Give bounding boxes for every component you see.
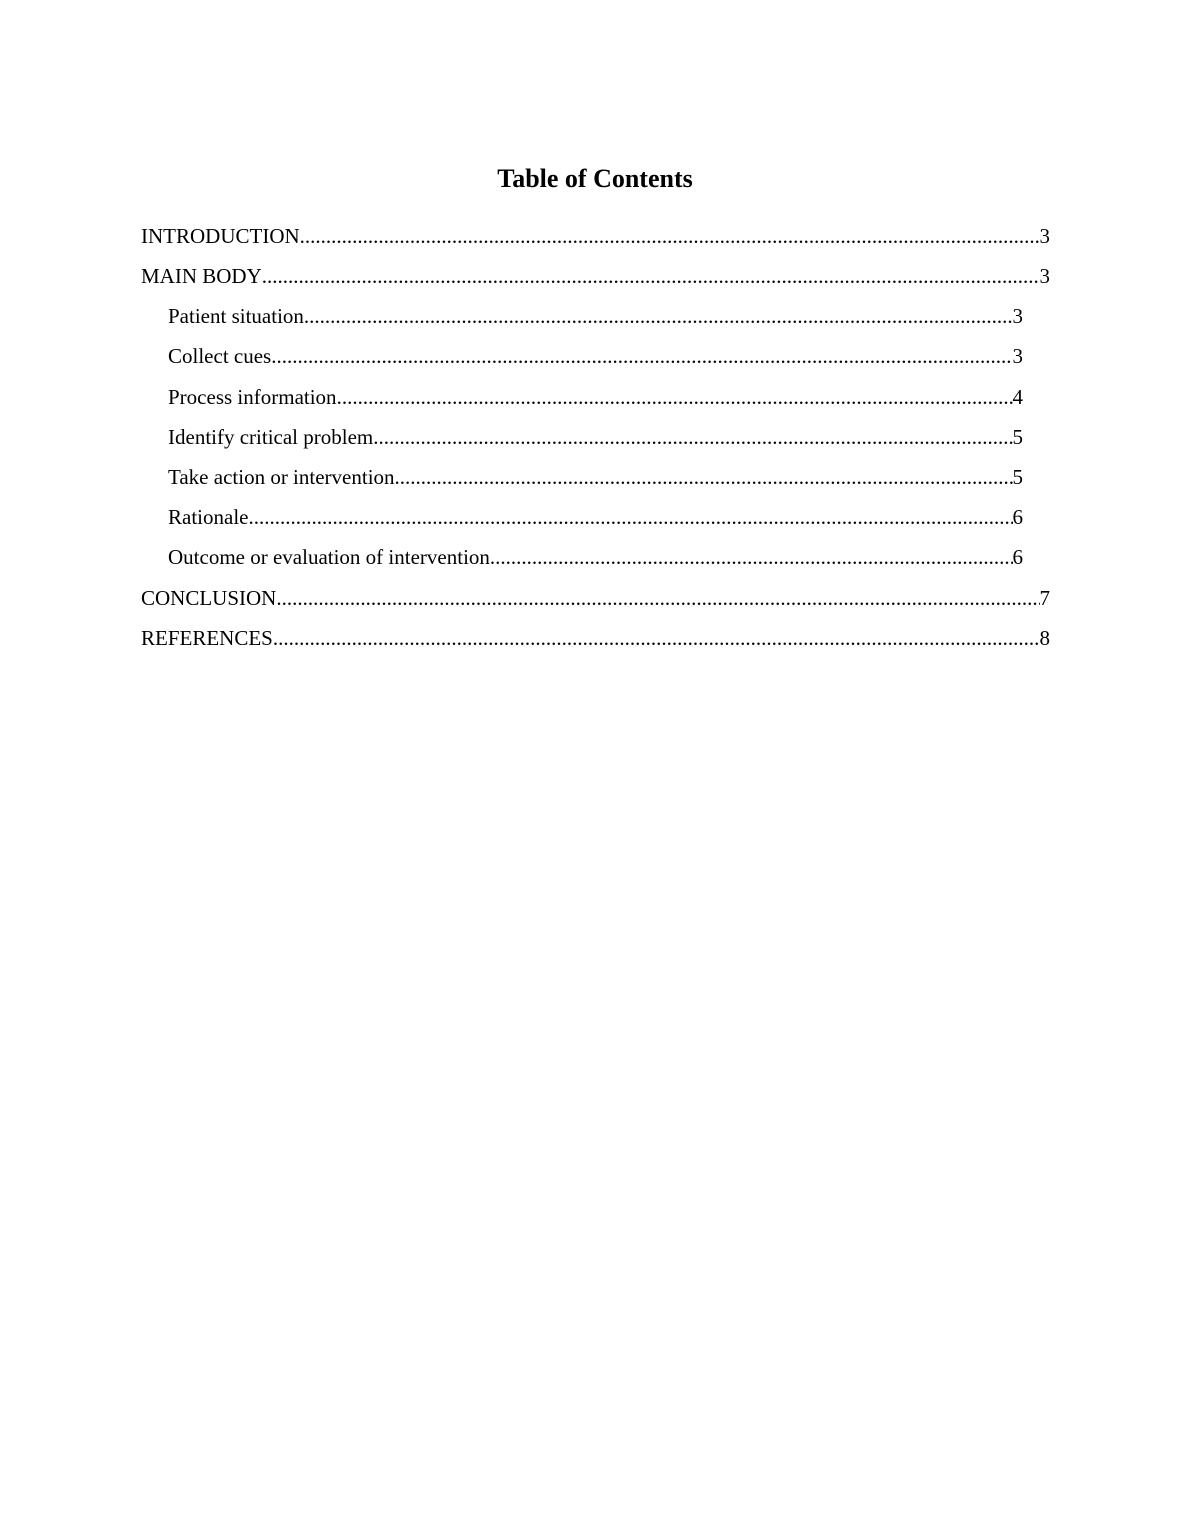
toc-leader-dots (395, 463, 1013, 491)
toc-entry-label: INTRODUCTION (141, 224, 300, 248)
toc-entry-references[interactable] (141, 624, 1050, 652)
toc-entry-label: Rationale (168, 505, 249, 529)
toc-leader-dots (337, 383, 1013, 411)
toc-entry-identify-critical-problem[interactable] (168, 423, 1023, 451)
toc-entry-conclusion[interactable] (141, 584, 1050, 612)
toc-entry-page-number: 3 (1039, 264, 1050, 288)
toc-leader-dots (248, 503, 1012, 531)
toc-leader-dots (490, 543, 1013, 571)
toc-entry-page-number: 6 (1012, 545, 1023, 569)
toc-leader-dots (304, 302, 1013, 330)
toc-entry-label: Identify critical problem (168, 425, 374, 449)
toc-entry-collect-cues[interactable] (168, 342, 1023, 370)
toc-entry-page-number: 3 (1012, 304, 1023, 328)
toc-entry-label: Collect cues (168, 344, 272, 368)
toc-entry-label: MAIN BODY (141, 264, 262, 288)
toc-entry-introduction[interactable] (141, 222, 1050, 250)
toc-entry-label: Take action or intervention (168, 465, 395, 489)
toc-leader-dots (373, 423, 1012, 451)
toc-entry-outcome-or-evaluation[interactable] (168, 543, 1023, 571)
toc-leader-dots (300, 222, 1040, 250)
toc-entry-page-number: 3 (1039, 224, 1050, 248)
toc-title: Table of Contents (497, 164, 693, 193)
toc-entry-page-number: 6 (1012, 505, 1023, 529)
toc-entry-label: Outcome or evaluation of intervention (168, 545, 490, 569)
toc-entry-page-number: 3 (1012, 344, 1023, 368)
toc-entry-label: Process information (168, 385, 337, 409)
toc-entry-process-information[interactable] (168, 383, 1023, 411)
toc-entry-patient-situation[interactable] (168, 302, 1023, 330)
toc-entry-label: CONCLUSION (141, 586, 277, 610)
toc-entry-page-number: 4 (1012, 385, 1023, 409)
toc-entry-main-body[interactable] (141, 262, 1050, 290)
toc-leader-dots (273, 624, 1040, 652)
toc-leader-dots (276, 584, 1039, 612)
toc-entry-page-number: 5 (1012, 465, 1023, 489)
toc-entry-rationale[interactable] (168, 503, 1023, 531)
toc-entry-page-number: 8 (1039, 626, 1050, 650)
toc-entry-label: REFERENCES (141, 626, 273, 650)
toc-entry-page-number: 7 (1039, 586, 1050, 610)
toc-entry-take-action-or-intervention[interactable] (168, 463, 1023, 491)
toc-leader-dots (262, 262, 1040, 290)
toc-leader-dots (271, 342, 1012, 370)
toc-entry-label: Patient situation (168, 304, 304, 328)
toc-entry-page-number: 5 (1012, 425, 1023, 449)
